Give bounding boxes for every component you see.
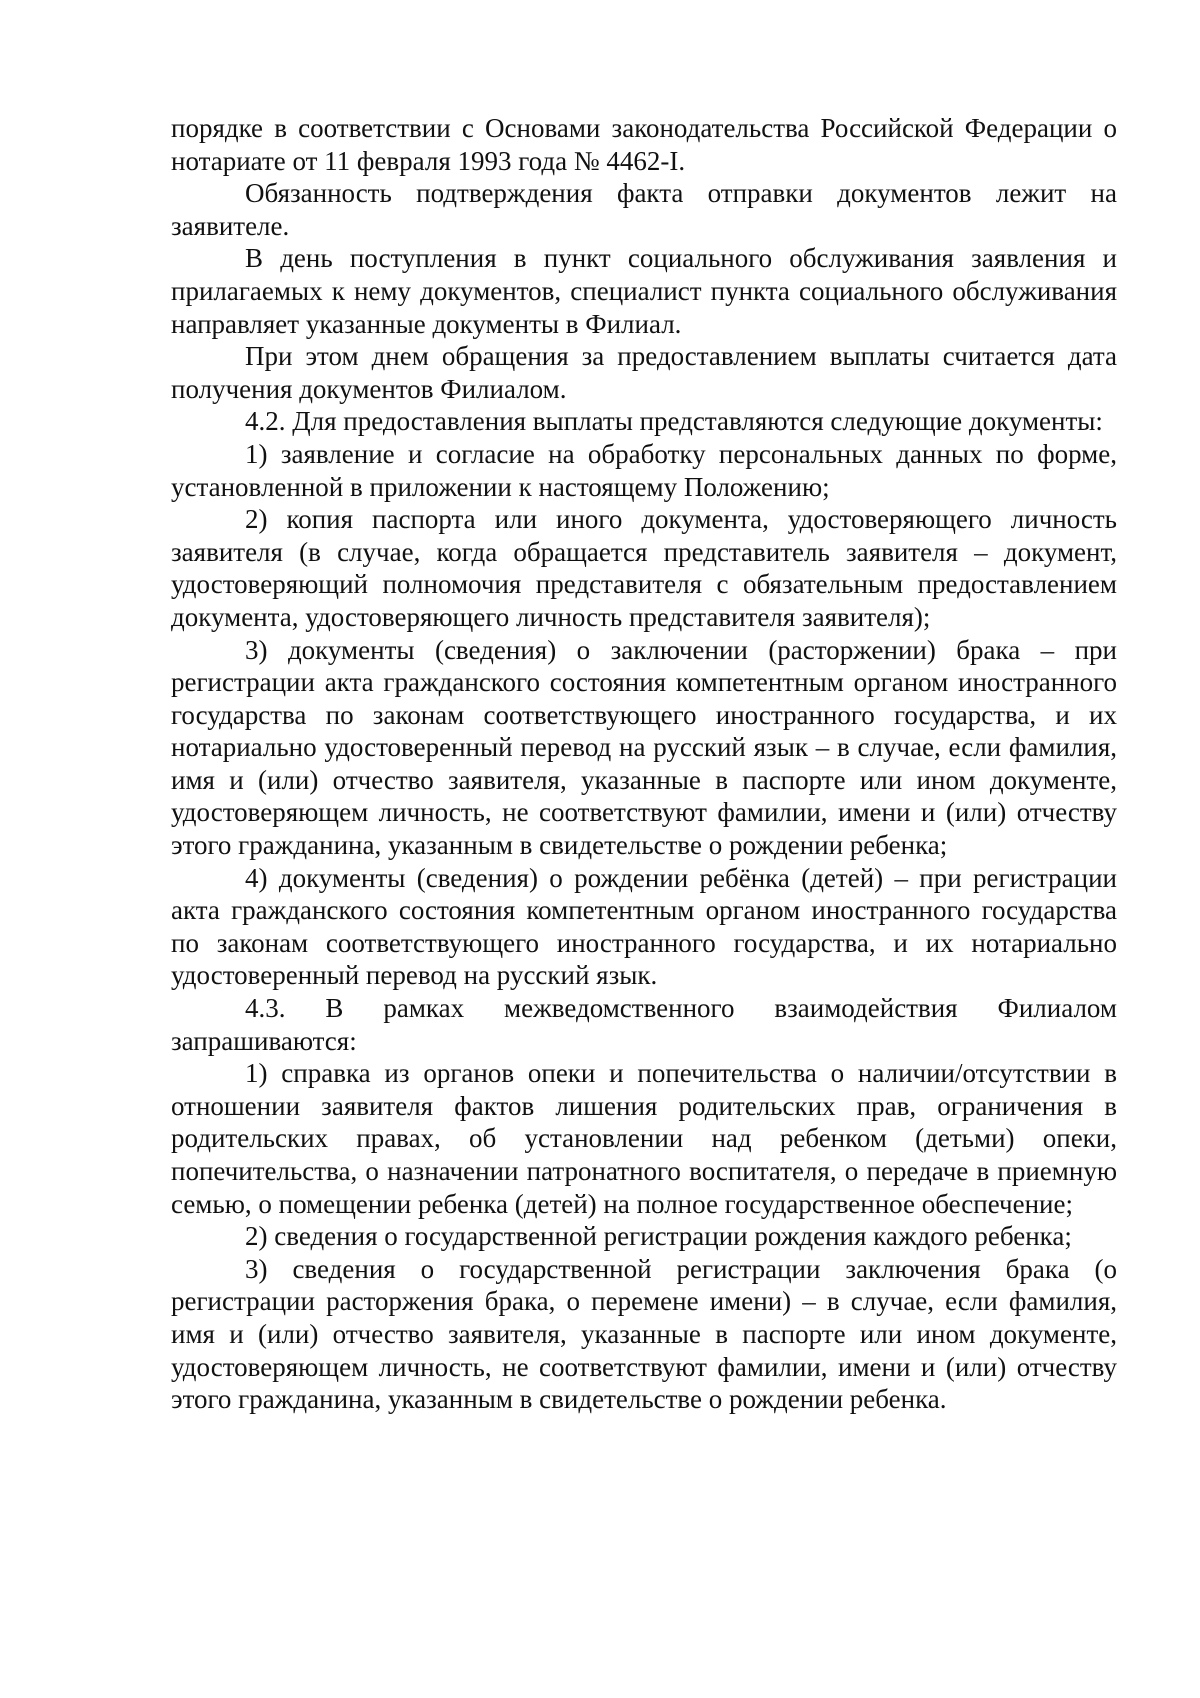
paragraph-4-3-heading: 4.3. В рамках межведомственного взаимодействия Филиалом запрашиваются: [171,993,1117,1056]
list-item-4-3-1: 1) справка из органов опеки и попечительства о наличии/отсутствии в отношении заявителя фактов лишения родительских прав, ограничения в родительских правах, об установлении над ребенком (детьми) опеки, попечительства, о назначении патронатного воспитателя, о передаче в приемную семью, о помещении ребенка (детей) на полное государственное обеспечение; [171,1058,1117,1219]
paragraph-receipt-day: В день поступления в пункт социального обслуживания заявления и прилагаемых к нему документов, специалист пункта социального обслуживания направляет указанные документы в Филиал. [171,243,1117,339]
paragraph-application-date: При этом днем обращения за предоставлением выплаты считается дата получения документов Филиалом. [171,341,1117,404]
list-item-4-2-1: 1) заявление и согласие на обработку персональных данных по форме, установленной в приложении к настоящему Положению; [171,438,1117,502]
list-item-4-3-2: 2) сведения о государственной регистрации рождения каждого ребенка; [245,1221,1072,1252]
list-item-4-2-3: 3) документы (сведения) о заключении (расторжении) брака – при регистрации акта гражданского состояния компетентным органом иностранного государства по законам соответствующего иностранного государства, и их нотариально удостоверенный перевод на русский язык – в случае, если фамилия, имя и (или) отчество заявителя, указанные в паспорте или ином документе, удостоверяющем личность, не соответствуют фамилии, имени и (или) отчеству этого гражданина, указанным в свидетельстве о рождении ребенка; [171,634,1117,861]
paragraph-continuation: порядке в соответствии с Основами законодательства Российской Федерации о нотариате от 11 февраля 1993 года № 4462-I. [171,113,1117,176]
paragraph-4-2-heading: 4.2. Для предоставления выплаты представляются следующие документы: [245,406,1103,437]
document-page [171,112,1117,1416]
list-item-4-2-2: 2) копия паспорта или иного документа, удостоверяющего личность заявителя (в случае, когда обращается представитель заявителя – документ, удостоверяющий полномочия представителя с обязательным предоставлением документа, удостоверяющего личность представителя заявителя); [171,504,1117,632]
paragraph-confirmation-duty: Обязанность подтверждения факта отправки документов лежит на заявителе. [171,178,1117,241]
list-item-4-2-4: 4) документы (сведения) о рождении ребёнка (детей) – при регистрации акта гражданского состояния компетентным органом иностранного государства по законам соответствующего иностранного государства, и их нотариально удостоверенный перевод на русский язык. [171,862,1117,991]
list-item-4-3-3: 3) сведения о государственной регистрации заключения брака (о регистрации расторжения брака, о перемене имени) – в случае, если фамилия, имя и (или) отчество заявителя, указанные в паспорте или ином документе, удостоверяющем личность, не соответствуют фамилии, имени и (или) отчеству этого гражданина, указанным в свидетельстве о рождении ребенка. [171,1253,1117,1415]
